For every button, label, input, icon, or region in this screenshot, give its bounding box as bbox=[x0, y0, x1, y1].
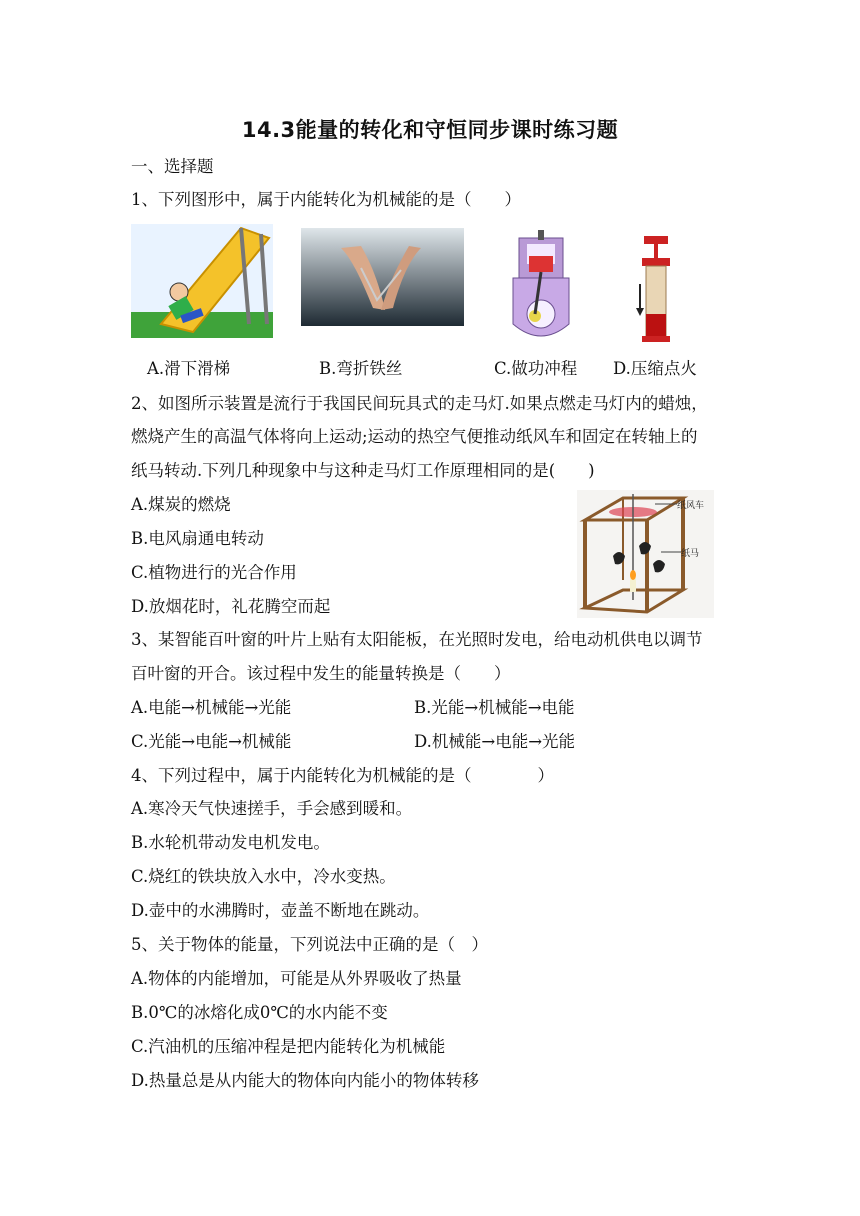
q4-option-c: C.烧红的铁块放入水中，冷水变热。 bbox=[131, 867, 396, 886]
question-5-stem: 5、关于物体的能量，下列说法中正确的是（ ） bbox=[131, 935, 488, 954]
page-title: 14.3能量的转化和守恒同步课时练习题 bbox=[241, 118, 619, 142]
bending-wire-image bbox=[301, 228, 464, 326]
q5-option-a: A.物体的内能增加，可能是从外界吸收了热量 bbox=[131, 969, 462, 988]
q5-option-d: D.热量总是从内能大的物体向内能小的物体转移 bbox=[131, 1071, 479, 1090]
q5-option-c: C.汽油机的压缩冲程是把内能转化为机械能 bbox=[131, 1037, 446, 1056]
q1-option-a: A.滑下滑梯 bbox=[147, 359, 231, 378]
section-heading: 一、选择题 bbox=[131, 157, 214, 176]
q4-option-a: A.寒冷天气快速搓手，手会感到暖和。 bbox=[131, 799, 413, 818]
q5-option-b: B.0℃的冰熔化成0℃的水内能不变 bbox=[131, 1003, 388, 1022]
q3-option-c: C.光能→电能→机械能 bbox=[131, 732, 292, 751]
compression-ignition-image bbox=[636, 234, 676, 344]
trotting-horse-lantern-image bbox=[577, 490, 714, 618]
question-2-stem-line-1: 2、如图所示装置是流行于我国民间玩具式的走马灯.如果点燃走马灯内的蜡烛， bbox=[131, 394, 708, 413]
q4-option-d: D.壶中的水沸腾时，壶盖不断地在跳动。 bbox=[131, 901, 430, 920]
lantern-label-paper-horse: 纸马 bbox=[681, 549, 700, 559]
q2-option-b: B.电风扇通电转动 bbox=[131, 529, 264, 548]
question-4-stem: 4、下列过程中，属于内能转化为机械能的是（ ） bbox=[131, 766, 554, 785]
q3-option-a: A.电能→机械能→光能 bbox=[131, 698, 292, 717]
lantern-label-pinwheel: 纸风车 bbox=[677, 501, 705, 511]
q3-option-d: D.机械能→电能→光能 bbox=[414, 732, 576, 751]
question-2-stem-line-2: 燃烧产生的高温气体将向上运动;运动的热空气便推动纸风车和固定在转轴上的 bbox=[131, 427, 698, 446]
q4-option-b: B.水轮机带动发电机发电。 bbox=[131, 833, 330, 852]
q1-option-c: C.做功冲程 bbox=[494, 359, 578, 378]
question-3-stem-line-2: 百叶窗的开合。该过程中发生的能量转换是（ ） bbox=[131, 664, 511, 683]
question-3-stem-line-1: 3、某智能百叶窗的叶片上贴有太阳能板，在光照时发电，给电动机供电以调节 bbox=[131, 630, 703, 649]
q3-option-b: B.光能→机械能→电能 bbox=[414, 698, 575, 717]
question-1-stem: 1、下列图形中，属于内能转化为机械能的是（ ） bbox=[131, 190, 521, 209]
slide-image bbox=[131, 224, 273, 338]
q2-option-d: D.放烟花时，礼花腾空而起 bbox=[131, 597, 331, 616]
q2-option-a: A.煤炭的燃烧 bbox=[131, 495, 231, 514]
question-2-stem-line-3: 纸马转动.下列几种现象中与这种走马灯工作原理相同的是( ) bbox=[131, 461, 595, 480]
q1-option-b: B.弯折铁丝 bbox=[319, 359, 403, 378]
q2-option-c: C.植物进行的光合作用 bbox=[131, 563, 297, 582]
q1-option-d: D.压缩点火 bbox=[613, 359, 697, 378]
power-stroke-image bbox=[509, 228, 573, 344]
